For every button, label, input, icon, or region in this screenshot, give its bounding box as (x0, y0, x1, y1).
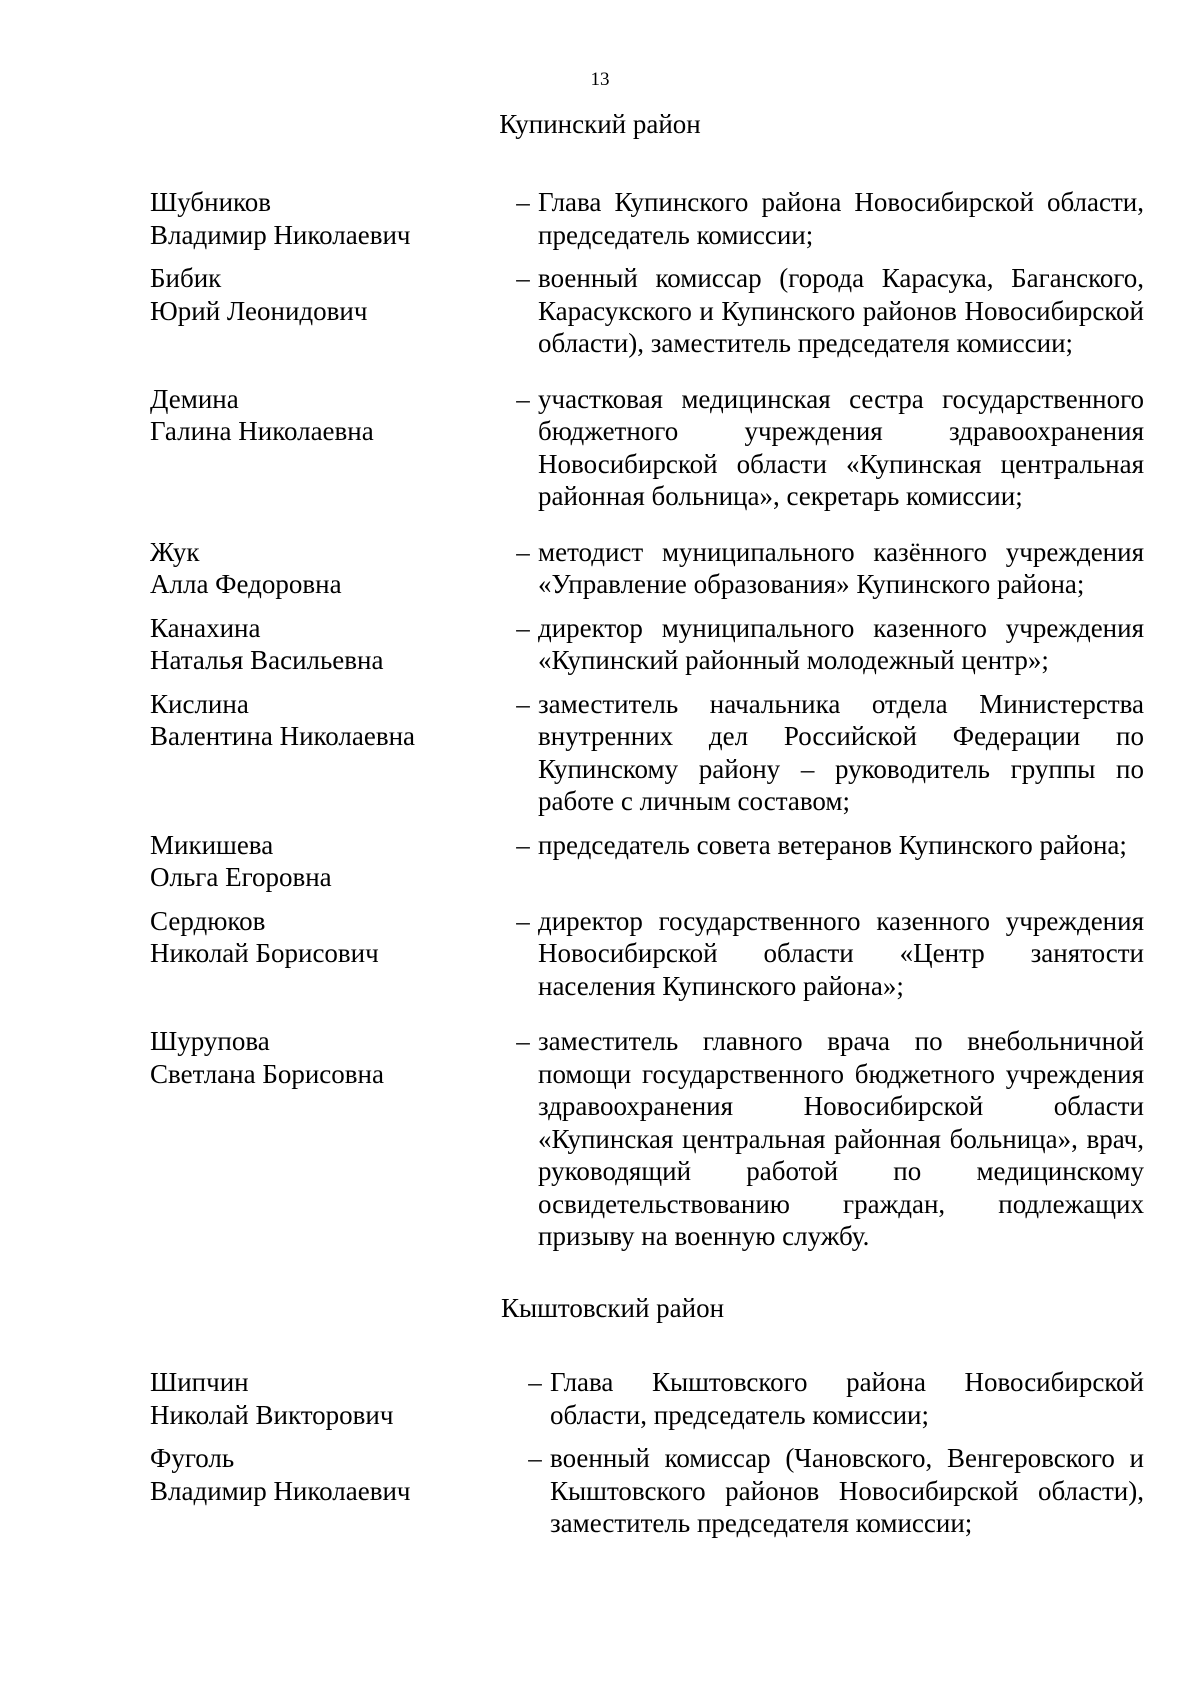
member-entry (150, 536, 1144, 601)
dash-separator: – (516, 1026, 530, 1056)
member-role: Глава Кыштовского района Новосибирской области, председатель комиссии; (550, 1367, 1144, 1430)
dash-separator: – (528, 1443, 542, 1473)
member-given-names: Владимир Николаевич (150, 1475, 411, 1506)
section-title-kupino: Купинский район (499, 109, 701, 139)
member-given-names: Николай Викторович (150, 1399, 394, 1430)
member-entry (150, 829, 1144, 894)
dash-separator: – (516, 688, 530, 719)
member-surname: Шурупова (150, 1026, 270, 1056)
dash-separator: – (528, 1367, 542, 1397)
member-given-names: Наталья Васильевна (150, 645, 384, 675)
member-name (150, 829, 495, 894)
member-entry (150, 262, 1144, 360)
member-entry (150, 1366, 1144, 1431)
member-name (150, 612, 495, 677)
member-role: военный комиссар (Чановского, Венгеровского и Кыштовского районов Новосибирской области), заместитель председателя комиссии; (550, 1443, 1144, 1538)
member-surname: Шипчин (150, 1367, 249, 1397)
member-role: Глава Купинского района Новосибирской области, председатель комиссии; (538, 187, 1144, 250)
member-name (150, 186, 495, 251)
member-given-names: Владимир Николаевич (150, 219, 411, 250)
member-surname: Демина (150, 383, 239, 414)
member-surname: Шубников (150, 187, 272, 217)
member-entry (150, 383, 1144, 513)
dash-separator: – (516, 536, 530, 567)
dash-separator: – (516, 905, 530, 936)
member-given-names: Галина Николаевна (150, 416, 374, 446)
member-role: председатель совета ветеранов Купинского района; (538, 829, 1127, 860)
member-name (150, 262, 495, 360)
member-surname: Микишева (150, 829, 274, 860)
member-entry (150, 688, 1144, 818)
member-role: директор государственного казенного учреждения Новосибирской области «Центр занятости населения Купинского района»; (538, 905, 1144, 1001)
member-role: военный комиссар (города Карасука, Баганского, Карасукского и Купинского районов Новосибирской области), заместитель председателя комиссии; (538, 263, 1144, 358)
page-number: 13 (590, 69, 610, 90)
member-list-kupino (150, 186, 1144, 1264)
dash-separator: – (516, 612, 530, 643)
member-role: заместитель главного врача по внебольничной помощи государственного бюджетного учреждения здравоохранения Новосибирской области «Купинская центральная районная больница», врач, руководящий работой по медицинскому освидетельствованию граждан, подлежащих призыву на военную службу. (538, 1026, 1144, 1251)
member-name (150, 1442, 506, 1540)
member-entry (150, 612, 1144, 677)
member-role: участковая медицинская сестра государственного бюджетного учреждения здравоохранения Новосибирской области «Купинская центральная районная больница», секретарь комиссии; (538, 383, 1144, 511)
dash-separator: – (516, 187, 530, 217)
dash-separator: – (516, 263, 530, 293)
member-role: директор муниципального казенного учреждения «Купинский районный молодежный центр»; (538, 612, 1144, 675)
member-entry (150, 1025, 1144, 1253)
member-surname: Фуголь (150, 1443, 235, 1473)
member-given-names: Юрий Леонидович (150, 295, 368, 326)
member-surname: Канахина (150, 612, 261, 643)
member-surname: Кислина (150, 688, 249, 719)
member-surname: Жук (150, 536, 200, 567)
member-name (150, 688, 495, 818)
member-entry (150, 1442, 1144, 1540)
member-name (150, 536, 495, 601)
dash-separator: – (516, 829, 530, 860)
member-surname: Сердюков (150, 905, 266, 936)
member-given-names: Валентина Николаевна (150, 721, 416, 751)
member-given-names: Светлана Борисовна (150, 1058, 384, 1089)
member-role: методист муниципального казённого учреждения «Управление образования» Купинского района; (538, 536, 1144, 599)
member-role: заместитель начальника отдела Министерства внутренних дел Российской Федерации по Купинскому району – руководитель группы по работе с личным составом; (538, 688, 1144, 816)
member-given-names: Ольга Егоровна (150, 862, 332, 892)
member-given-names: Алла Федоровна (150, 569, 342, 599)
section-title-kyshtovka: Кыштовский район (500, 1293, 725, 1323)
member-given-names: Николай Борисович (150, 938, 379, 968)
member-list-kyshtovka (150, 1366, 1144, 1551)
member-entry (150, 186, 1144, 251)
dash-separator: – (516, 383, 530, 414)
member-name (150, 1366, 506, 1431)
member-surname: Бибик (150, 263, 222, 293)
member-name (150, 1025, 495, 1253)
member-name (150, 905, 495, 1003)
member-name (150, 383, 495, 513)
member-entry (150, 905, 1144, 1003)
